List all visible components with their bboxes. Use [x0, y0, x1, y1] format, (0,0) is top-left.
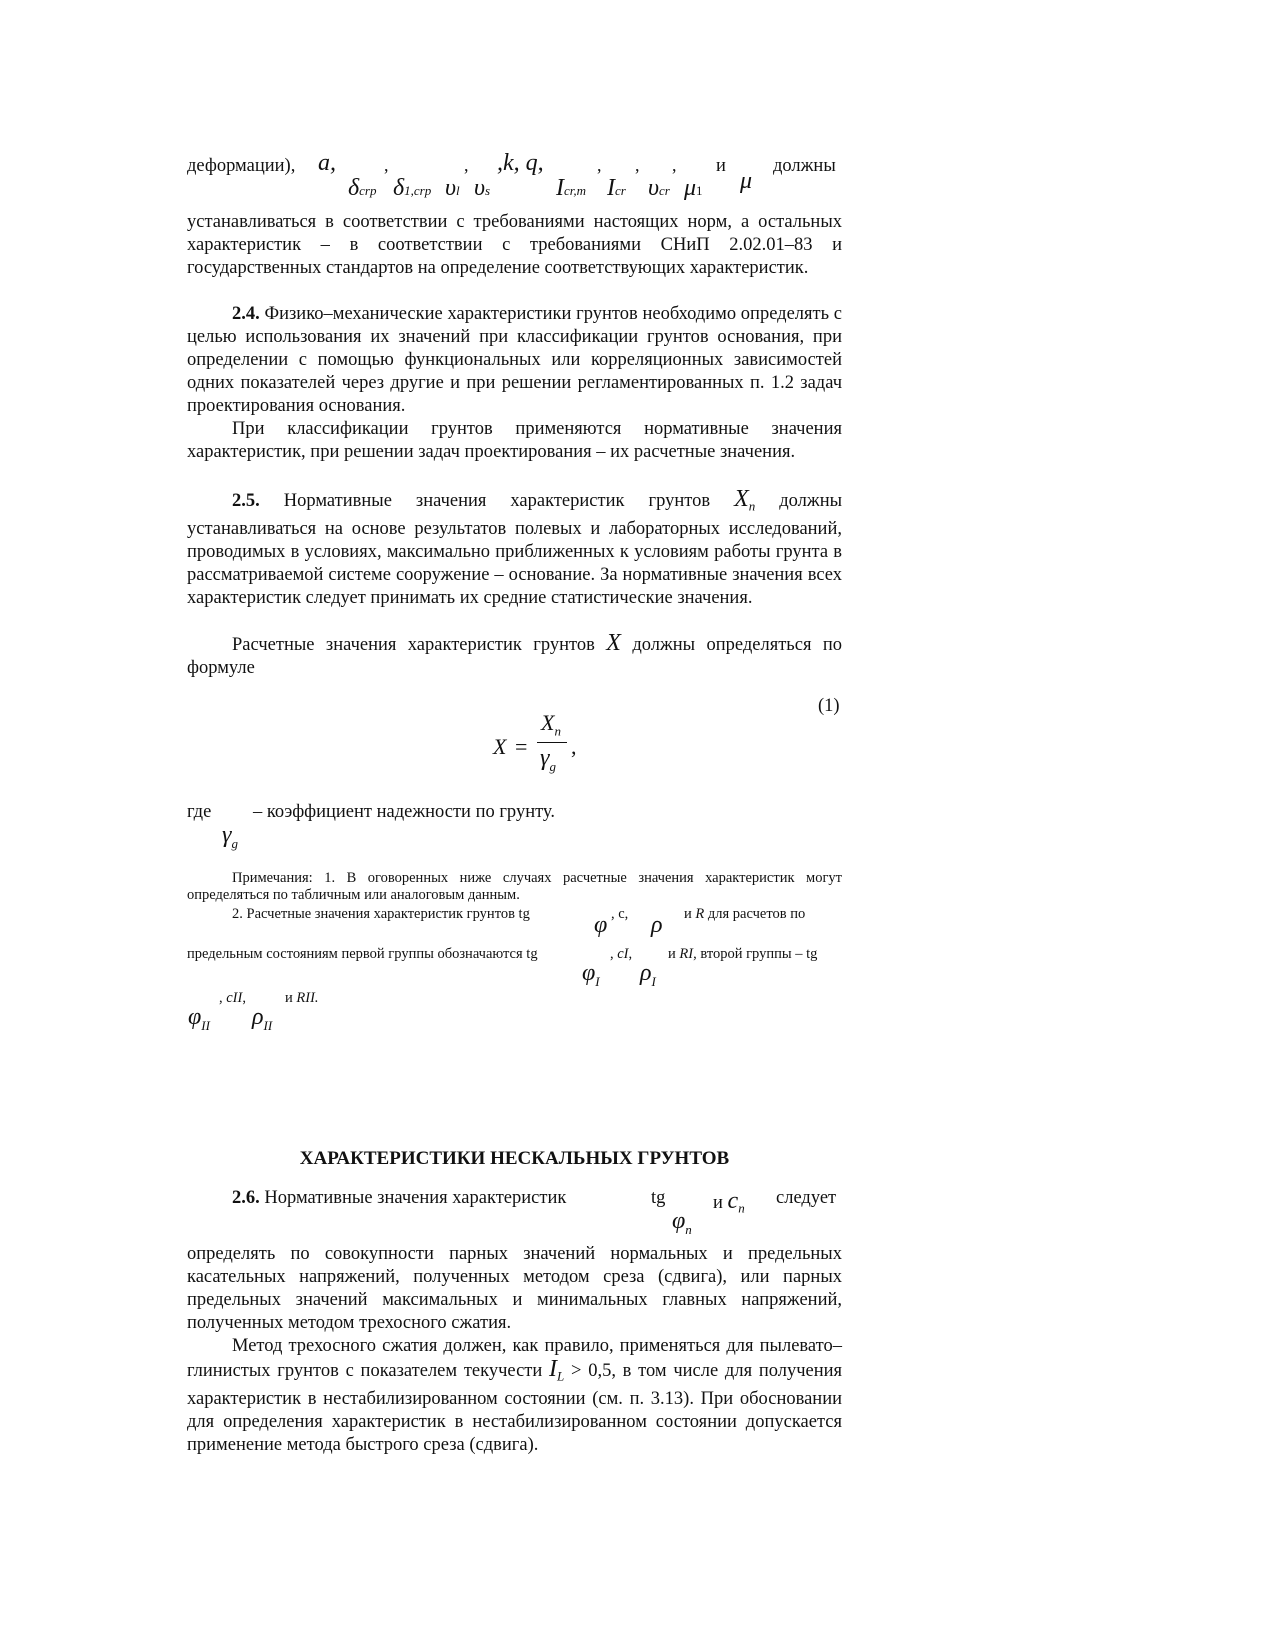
note-cI: , cI,	[610, 946, 633, 962]
phi-n: $\varphi_n$	[672, 1208, 692, 1237]
note-cII: , cII,	[219, 990, 246, 1006]
paragraph-2-6-body: определять по совокупности парных значений нормальных и предельных касательных напряжений, полученных методом среза (сдвига), или парных предельных значений максимальных и минимальных главных напряжений, полученных методом трехосного сжатия.	[187, 1244, 842, 1333]
symbol-delta-1crp: δ1,crp	[393, 175, 432, 201]
comma-5: ,	[672, 155, 677, 175]
symbol-a: a,	[318, 150, 336, 176]
formula-denominator: $\gamma_g$	[540, 745, 556, 774]
must-word: должны	[773, 156, 836, 176]
note-2-text: 2. Расчетные значения характеристик грунтов tg	[232, 906, 530, 922]
note-RII: и RII.	[285, 990, 319, 1006]
note-phi-II: $\varphi_{II}$	[188, 1004, 210, 1033]
note-rho-I: $\rho_I$	[640, 960, 656, 989]
and-cn: и $c_n$	[713, 1188, 745, 1216]
symbol-icrm: Icr,m	[556, 175, 587, 201]
follows-word: следует	[776, 1188, 837, 1208]
where-symbol: $\gamma_g$	[222, 822, 238, 851]
symbol-mu1: μ1	[684, 175, 703, 201]
paragraph-classification: При классификации грунтов применяются нормативные значения характеристик, при решении задач проектирования – их расчетные значения.	[187, 419, 842, 462]
formula-lhs: X	[493, 734, 507, 759]
formula-number: (1)	[818, 696, 840, 716]
note-1: Примечания: 1. В оговоренных ниже случаях расчетные значения характеристик могут определяться по табличным или аналоговым данным.	[187, 870, 842, 903]
symbol-delta-crp: δcrp	[348, 175, 377, 201]
symbol-upsilon-cr: υcr	[648, 175, 670, 201]
where-word: где	[187, 802, 212, 822]
formula-comma: ,	[571, 734, 577, 759]
paragraph-2-4: 2.4. Физико–механические характеристики грунтов необходимо определять с целью использования их значений при классификации грунтов основания, при определении с помощью функциональных или корреляционных зависимостей одних показателей через другие и при решении регламентированных п. 1.2 задач проектирования основания.	[187, 304, 842, 416]
symbol-icr: Icr	[607, 175, 626, 201]
tg-word: tg	[651, 1188, 666, 1208]
comma-3: ,	[597, 155, 602, 175]
paragraph-calc-values: Расчетные значения характеристик грунтов X должны определяться по формуле	[187, 630, 843, 678]
paragraph-triaxial: Метод трехосного сжатия должен, как правило, применяться для пылевато–глинистых грунтов с показателем текучести $I_L > 0,5$, в том числе для получения характеристик в нестабилизированном состоянии (см. п. 3.13). При обосновании для определения характеристик в нестабилизированном состоянии допускается применение метода быстрого среза (сдвига).	[187, 1336, 843, 1455]
note-RI: и RI, второй группы – tg	[668, 946, 818, 962]
symbol-upsilon-l: υl	[445, 175, 460, 201]
paragraph-2-6-start: 2.6. Нормативные значения характеристик	[232, 1188, 567, 1208]
and-word: и	[716, 156, 726, 176]
symbol-mu: μ	[740, 168, 753, 194]
note-2-line2: предельным состояниям первой группы обозначаются tg	[187, 946, 538, 962]
note-phi-I: $\varphi_I$	[582, 960, 600, 989]
note-2-end: и R для расчетов по	[684, 906, 806, 922]
formula-numerator: $X_n$	[541, 710, 561, 739]
formula	[493, 710, 593, 780]
comma-1: ,	[384, 155, 389, 175]
note-c: , c,	[611, 906, 629, 922]
comma-4: ,	[635, 155, 640, 175]
formula-equals: =	[515, 734, 528, 759]
intro-text: деформации),	[187, 156, 296, 176]
symbol-kq: ,k, q,	[497, 150, 544, 176]
comma-2: ,	[464, 155, 469, 175]
note-phi: φ	[594, 912, 608, 938]
section-heading: ХАРАКТЕРИСТИКИ НЕСКАЛЬНЫХ ГРУНТОВ	[299, 1148, 730, 1169]
paragraph-standards: устанавливаться в соответствии с требованиями настоящих норм, а остальных характеристик – в соответствии с требованиями СНиП 2.02.01–83 и государственных стандартов на определение соответствующих характеристик.	[187, 212, 842, 278]
note-rho-II: $\rho_{II}$	[252, 1004, 273, 1033]
fraction-bar	[537, 742, 567, 743]
where-text: – коэффициент надежности по грунту.	[253, 802, 555, 822]
note-rho: ρ	[651, 912, 663, 938]
symbol-upsilon-s: υs	[474, 175, 491, 201]
paragraph-2-5: 2.5. Нормативные значения характеристик грунтов $X_n$ должны устанавливаться на основе результатов полевых и лабораторных исследований, проводимых в условиях, максимально приближенных к условиям работы грунта в рассматриваемой системе сооружение – основание. За нормативные значения всех характеристик следует принимать их средние статистические значения.	[187, 486, 843, 608]
